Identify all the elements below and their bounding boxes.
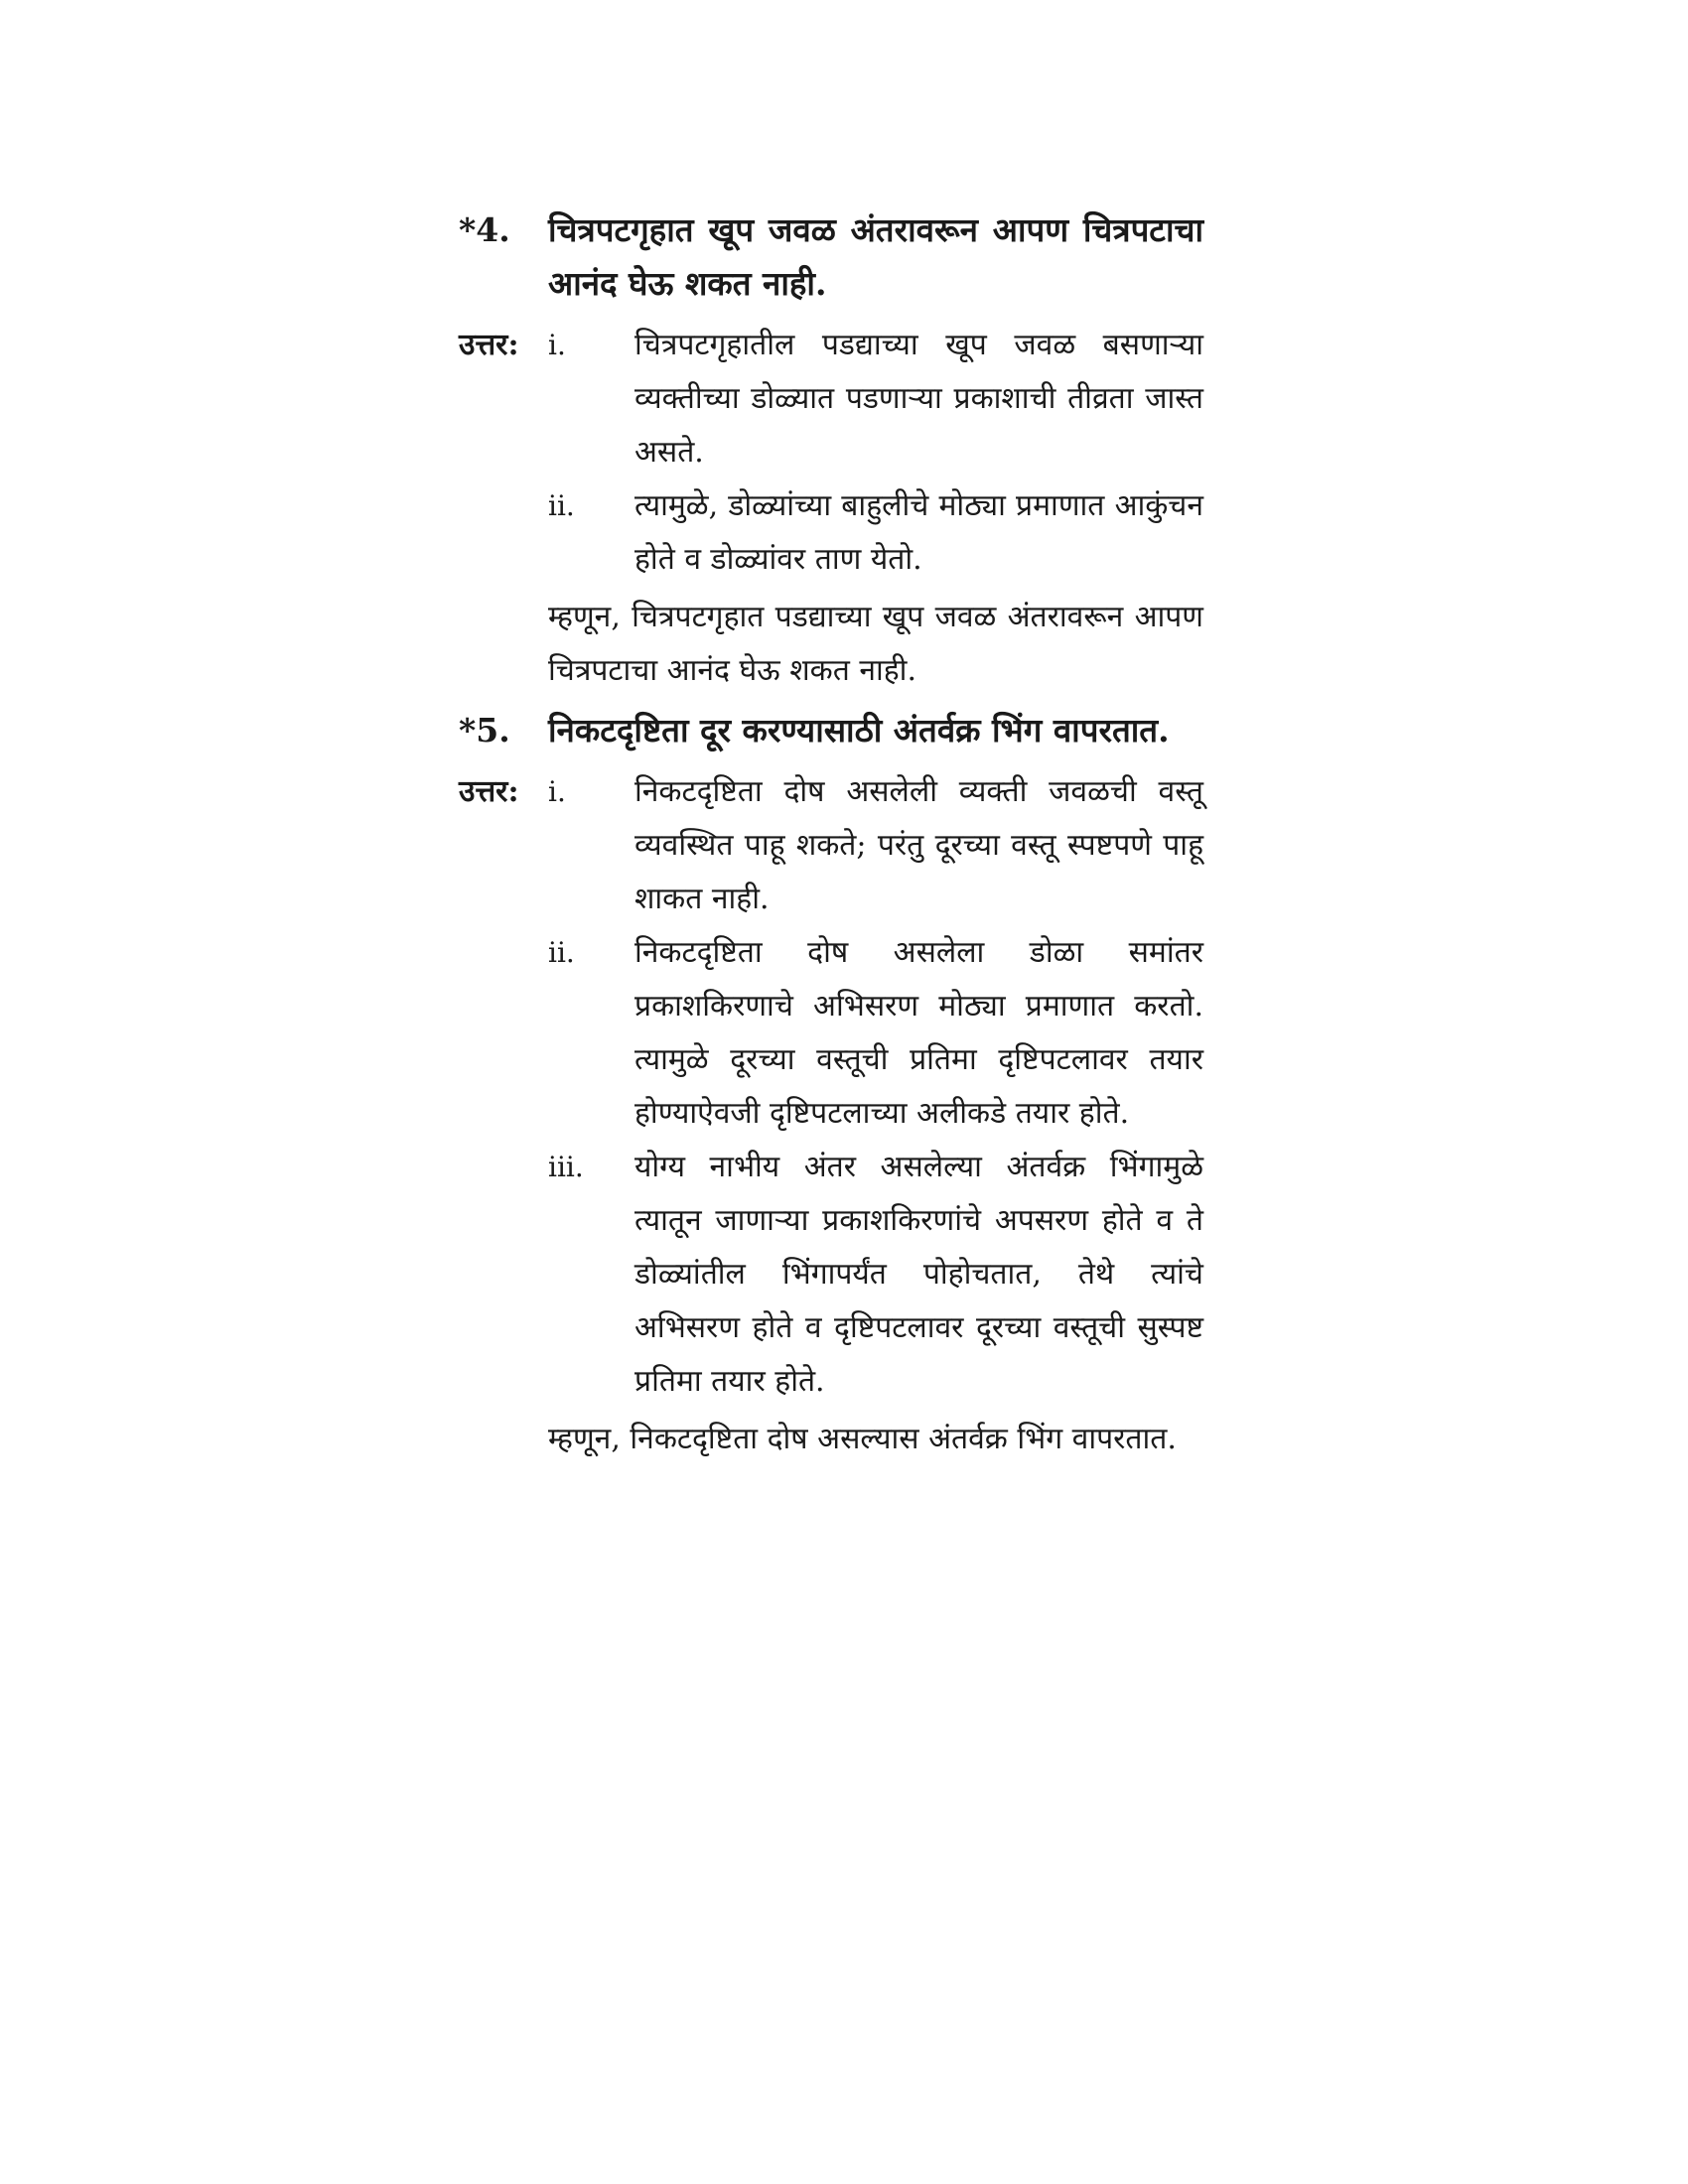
answer-point	[548, 319, 1203, 479]
question-text: निकटदृष्टिता दूर करण्यासाठी अंतर्वक्र भिंग वापरतात.	[548, 711, 1170, 750]
answer-label: उत्तर:	[459, 328, 519, 362]
answer-point	[548, 926, 1203, 1141]
answer-conclusion: म्हणून, चित्रपटगृहात पडद्याच्या खूप जवळ अंतरावरून आपण चित्रपटाचा आनंद घेऊ शकत नाही.	[548, 600, 1203, 688]
point-text: निकटदृष्टिता दोष असलेला डोळा समांतर प्रकाशकिरणाचे अभिसरण मोठ्या प्रमाणात करतो. त्यामुळे दूरच्या वस्तूची प्रतिमा दृष्टिपटलावर तयार होण्याऐवजी दृष्टिपटलाच्या अलीकडे तयार होते.	[634, 935, 1203, 1131]
point-text: चित्रपटगृहातील पडद्याच्या खूप जवळ बसणाऱ्या व्यक्तीच्या डोळ्यात पडणाऱ्या प्रकाशाची तीव्रता जास्त असते.	[634, 328, 1203, 470]
answer-conclusion: म्हणून, निकटदृष्टिता दोष असल्यास अंतर्वक्र भिंग वापरतात.	[548, 1422, 1177, 1456]
answer-points	[548, 765, 1203, 1409]
answer-section	[459, 765, 1203, 1409]
point-text: त्यामुळे, डोळ्यांच्या बाहुलीचे मोठ्या प्रमाणात आकुंचन होते व डोळ्यांवर ताण येतो.	[634, 488, 1203, 577]
point-text: निकटदृष्टिता दोष असलेली व्यक्ती जवळची वस्तू व्यवस्थित पाहू शकते; परंतु दूरच्या वस्तू स्पष्टपणे पाहू शाकत नाही.	[634, 774, 1203, 916]
answer-points	[548, 319, 1203, 587]
point-text: योग्य नाभीय अंतर असलेल्या अंतर्वक्र भिंगामुळे त्यातून जाणाऱ्या प्रकाशकिरणांचे अपसरण होते व ते डोळ्यांतील भिंगापर्यंत पोहोचतात, तेथे त्यांचे अभिसरण होते व दृष्टिपटलावर दूरच्या वस्तूची सुस्पष्ट प्रतिमा तयार होते.	[634, 1150, 1203, 1399]
question-heading	[459, 204, 1203, 311]
answer-point	[548, 765, 1203, 926]
point-number: i.	[548, 775, 566, 808]
question-number: *5.	[459, 711, 510, 750]
question-text: चित्रपटगृहात खूप जवळ अंतरावरून आपण चित्रपटाचा आनंद घेऊ शकत नाही.	[548, 210, 1203, 303]
question-heading	[459, 704, 1203, 757]
answer-label: उत्तर:	[459, 774, 519, 809]
answer-point	[548, 479, 1203, 587]
point-number: iii.	[548, 1151, 584, 1183]
answer-point	[548, 1141, 1203, 1409]
answer-section	[459, 319, 1203, 587]
question-number: *4.	[459, 210, 510, 249]
question-block-5	[459, 704, 1203, 1466]
point-number: i.	[548, 329, 566, 361]
question-block-4	[459, 204, 1203, 698]
document-body	[459, 204, 1203, 1466]
point-number: ii.	[548, 489, 575, 522]
point-number: ii.	[548, 936, 575, 969]
